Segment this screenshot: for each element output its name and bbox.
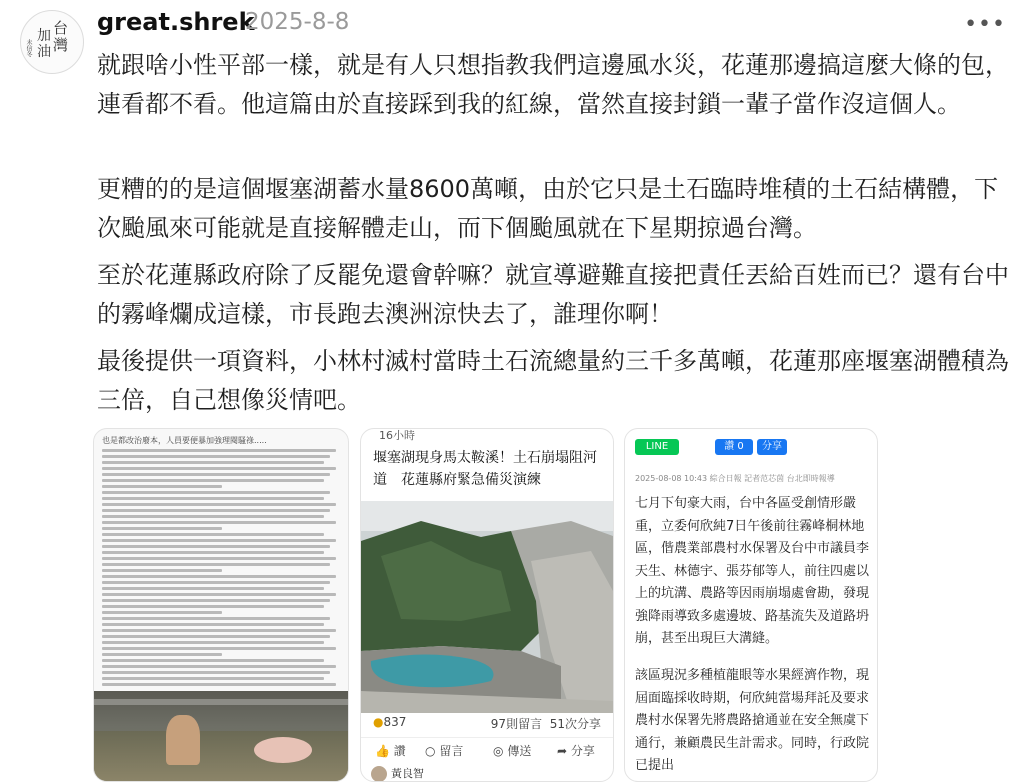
document-text-line bbox=[102, 635, 330, 638]
fb-like-button[interactable]: 讚 0 bbox=[715, 439, 753, 455]
photo-pig bbox=[254, 737, 312, 763]
article-body-2: 該區現況多種植龍眼等水果經濟作物，現屆面臨採收時期，何欣純當場拜託及要求農村水保署先將農路搶通並在安全無虞下通行，兼顧農民生計需求。同時，行政院已提出 bbox=[635, 668, 870, 773]
document-text-line bbox=[102, 545, 330, 548]
document-text-line bbox=[102, 473, 330, 476]
document-text-line bbox=[102, 653, 222, 656]
post-paragraph-2: 更糟的的是這個堰塞湖蓄水量8600萬噸，由於它只是土石臨時堆積的土石結構體，下次颱風來可能就是直接解體走山，而下個颱風就在下星期掠過台灣。 bbox=[97, 175, 999, 242]
share-button[interactable] bbox=[557, 742, 595, 759]
document-text-line bbox=[102, 527, 222, 530]
document-text-line bbox=[102, 563, 330, 566]
like-label: 讚 bbox=[393, 744, 406, 758]
like-button[interactable] bbox=[375, 742, 406, 759]
document-title: 也是都改治廢本，人員要便暴加強理閱騷祿..... bbox=[102, 436, 267, 445]
post-action-bar bbox=[361, 737, 613, 760]
document-text-line bbox=[102, 581, 330, 584]
document-text-line bbox=[102, 665, 336, 668]
share-label: 分享 bbox=[570, 744, 595, 758]
document-text-line bbox=[102, 569, 222, 572]
document-text-line bbox=[102, 671, 330, 674]
document-text-line bbox=[102, 497, 324, 500]
post-date[interactable]: 2025-8-8 bbox=[245, 9, 350, 35]
document-text-line bbox=[102, 491, 330, 494]
document-text-line bbox=[102, 503, 336, 506]
document-text-line bbox=[102, 659, 324, 662]
document-text-line bbox=[102, 617, 330, 620]
document-text-line bbox=[102, 521, 336, 524]
document-text-line bbox=[102, 611, 222, 614]
landslide-lake-photo bbox=[361, 501, 613, 713]
comment-label: 留言 bbox=[439, 744, 464, 758]
fb-share-button[interactable]: 分享 bbox=[757, 439, 787, 455]
avatar-char-2: 灣 bbox=[53, 36, 69, 54]
document-text-line bbox=[102, 467, 336, 470]
photo-rail bbox=[94, 699, 348, 705]
document-text-line bbox=[102, 587, 324, 590]
avatar[interactable] bbox=[20, 10, 84, 74]
reaction-emoji-icon: ● bbox=[373, 715, 384, 729]
post-paragraph-4: 最後提供一項資料，小林村滅村當時土石流總量約三千多萬噸，花蓮那座堰塞湖體積為三倍，自己想像災情吧。 bbox=[97, 347, 1009, 414]
comment-share-counts[interactable] bbox=[491, 715, 601, 732]
comment-author[interactable] bbox=[371, 765, 424, 782]
document-text-line bbox=[102, 461, 324, 464]
landslide-lake-svg bbox=[361, 501, 613, 713]
line-share-button[interactable] bbox=[635, 439, 679, 455]
line-icon: LINE bbox=[645, 441, 669, 452]
document-text-line bbox=[102, 479, 324, 482]
messenger-icon: ◎ bbox=[493, 744, 504, 758]
photo-person bbox=[166, 715, 200, 765]
post-paragraph-3: 至於花蓮縣政府除了反罷免還會幹嘛？就宣導避難直接把責任丟給百姓而已？還有台中的霧峰爛成這樣，市長跑去澳洲涼快去了，誰理你啊！ bbox=[97, 261, 1009, 328]
send-button[interactable] bbox=[493, 742, 531, 759]
attached-image-news-post[interactable] bbox=[360, 428, 614, 782]
avatar-char-5: 未信冬 bbox=[25, 39, 32, 57]
document-text-line bbox=[102, 677, 324, 680]
document-text-line bbox=[102, 623, 324, 626]
attached-image-document[interactable] bbox=[93, 428, 349, 782]
document-text-line bbox=[102, 515, 324, 518]
document-text-line bbox=[102, 551, 324, 554]
document-text-line bbox=[102, 599, 330, 602]
post-paragraph-1: 就跟啥小性平部一樣，就是有人只想指教我們這邊風水災，花蓮那邊搞這麼大條的包，連看都不看。他這篇由於直接踩到我的紅線，當然直接封鎖一輩子當作沒這個人。 bbox=[97, 51, 1009, 118]
share-count: 51次分享 bbox=[549, 717, 601, 731]
document-text-line bbox=[102, 629, 336, 632]
document-text-line bbox=[102, 449, 336, 452]
document-text-line bbox=[102, 647, 336, 650]
document-text-line bbox=[102, 455, 330, 458]
document-text-line bbox=[102, 575, 336, 578]
document-text-line bbox=[102, 605, 324, 608]
share-arrow-icon: ➦ bbox=[557, 744, 568, 758]
avatar-char-3: 加 bbox=[37, 28, 51, 44]
avatar-char-1: 台 bbox=[53, 19, 69, 37]
document-text-line bbox=[102, 557, 336, 560]
document-text-line bbox=[102, 683, 336, 686]
attached-image-article[interactable] bbox=[624, 428, 878, 782]
comment-count: 97則留言 bbox=[490, 717, 543, 731]
send-label: 傳送 bbox=[507, 744, 532, 758]
photo-floodwater bbox=[94, 731, 348, 781]
article-meta: 2025-08-08 10:43 綜合日報 記者范芯茵 台北即時報導 bbox=[635, 474, 835, 483]
document-text-line bbox=[102, 641, 324, 644]
document-text-line bbox=[102, 533, 324, 536]
author-name: 黃良智 bbox=[391, 767, 424, 780]
thumbs-up-icon: 👍 bbox=[375, 744, 390, 758]
comment-icon: ○ bbox=[425, 744, 436, 758]
document-text-line bbox=[102, 539, 336, 542]
document-text-line bbox=[102, 509, 330, 512]
username[interactable]: great.shrek bbox=[97, 8, 255, 36]
reaction-number: 837 bbox=[383, 715, 407, 729]
document-flood-photo bbox=[94, 691, 348, 781]
document-text-line bbox=[102, 485, 222, 488]
news-time: 16小時 bbox=[379, 429, 415, 442]
document-text-line bbox=[102, 593, 336, 596]
more-dots-icon[interactable]: ••• bbox=[964, 12, 1006, 37]
comment-button[interactable] bbox=[425, 742, 463, 759]
avatar-char-4: 油 bbox=[37, 44, 51, 60]
reaction-count[interactable] bbox=[373, 715, 406, 729]
news-headline: 堰塞湖現身馬太鞍溪！土石崩塌阻河道 花蓮縣府緊急備災演練 bbox=[373, 450, 597, 488]
article-body-1: 七月下旬豪大雨，台中各區受創情形嚴重，立委何欣純7日午後前往霧峰桐林地區，偕農業部農村水保署及台中市議員李天生、林德宇、張芬郁等人，前往四處以上的坑溝、農路等因雨崩塌處會勘，發現強降雨導致多處邊坡、路基流失及道路坍崩，甚至出現巨大溝縫。 bbox=[635, 496, 870, 646]
